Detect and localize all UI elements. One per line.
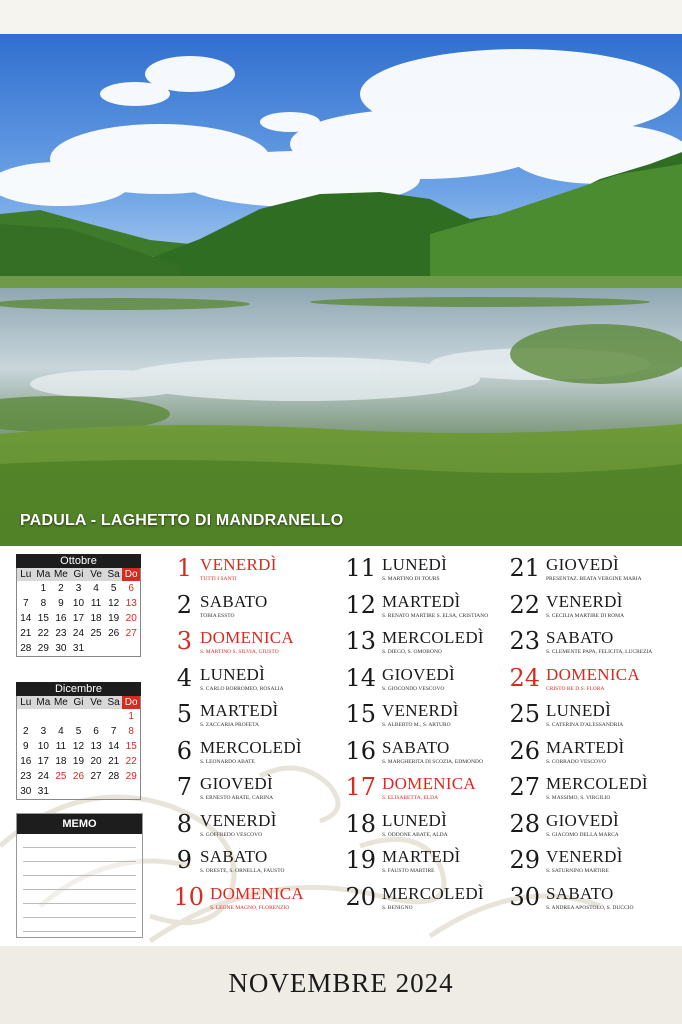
weekday-name: MARTEDÌ bbox=[546, 737, 625, 757]
weekday-header: Lu bbox=[17, 568, 35, 581]
mini-calendar-date: 27 bbox=[90, 771, 102, 782]
saint-name: S. GOFFREDO VESCOVO bbox=[200, 831, 263, 838]
saint-name: S. CORRADO VESCOVO bbox=[546, 758, 606, 765]
day-number: 12 bbox=[345, 590, 376, 619]
day-number: 13 bbox=[345, 627, 376, 655]
day-number: 24 bbox=[509, 663, 540, 692]
weekday-name: SABATO bbox=[200, 591, 268, 611]
memo-line bbox=[23, 848, 136, 862]
mini-calendar-date: 3 bbox=[40, 726, 47, 737]
mini-calendar-date: 18 bbox=[55, 756, 67, 767]
memo-box bbox=[16, 813, 143, 938]
weekday-name: LUNEDÌ bbox=[546, 701, 612, 720]
weekday-name: DOMENICA bbox=[200, 628, 295, 647]
mini-calendar-date bbox=[122, 641, 140, 656]
day-number: 18 bbox=[345, 809, 376, 838]
day-number: 17 bbox=[345, 773, 376, 801]
weekday-name: MARTEDÌ bbox=[200, 701, 279, 720]
mini-calendar-date: 16 bbox=[20, 756, 32, 767]
mini-calendar-date bbox=[87, 709, 105, 724]
mini-calendar-date: 8 bbox=[40, 598, 47, 609]
day-number: 26 bbox=[509, 736, 540, 765]
memo-label: MEMO bbox=[17, 814, 142, 834]
mini-calendar-date: 14 bbox=[108, 741, 120, 752]
mini-calendar-date: 21 bbox=[108, 756, 120, 767]
day-number: 6 bbox=[176, 736, 192, 765]
mini-calendar-date: 13 bbox=[125, 598, 137, 609]
mini-calendar-date: 10 bbox=[37, 741, 49, 752]
weekday-name: MARTEDÌ bbox=[382, 591, 461, 611]
saint-name: S. ANDREA APOSTOLO, S. DUCCIO bbox=[546, 904, 634, 911]
weekday-header: Ve bbox=[87, 568, 105, 581]
weekday-name: DOMENICA bbox=[210, 883, 305, 903]
mini-calendar-date: 12 bbox=[72, 741, 85, 752]
memo-line bbox=[23, 876, 136, 890]
saint-name: S. ELISABETTA, ELDA bbox=[382, 795, 439, 801]
mini-calendar-date bbox=[70, 709, 88, 724]
lake-landscape-image bbox=[0, 34, 682, 546]
saint-name: TUTTI I SANTI bbox=[200, 576, 237, 582]
day-number: 20 bbox=[345, 882, 376, 911]
day-number: 4 bbox=[176, 663, 192, 692]
photo-caption: PADULA - LAGHETTO DI MANDRANELLO bbox=[20, 512, 344, 529]
memo-line bbox=[23, 890, 136, 904]
mini-calendar-grid bbox=[16, 568, 141, 657]
saint-name: S. CLEMENTE PAPA, FELICITA, LUCREZIA bbox=[546, 649, 653, 655]
weekday-header: Do bbox=[122, 568, 140, 581]
weekday-name: MERCOLEDÌ bbox=[382, 883, 484, 903]
saint-name: S. CATERINA D'ALESSANDRIA bbox=[546, 722, 624, 728]
weekday-name: VENERDÌ bbox=[546, 847, 623, 866]
mini-calendar-date bbox=[35, 709, 53, 724]
mini-calendar-december bbox=[16, 682, 141, 800]
saint-name: S. RENATO MARTIRE S. ELSA, CRISTIANO bbox=[382, 612, 489, 619]
saint-name: S. MARTINO S. SILVIA, GIUSTO bbox=[200, 649, 279, 655]
weekday-name: LUNEDÌ bbox=[382, 555, 448, 574]
mini-calendar-date: 1 bbox=[40, 583, 47, 594]
weekday-name: VENERDÌ bbox=[382, 701, 459, 720]
day-number: 19 bbox=[345, 846, 376, 874]
mini-calendar-date: 11 bbox=[55, 741, 67, 752]
mini-calendar-date: 1 bbox=[128, 711, 134, 722]
mini-calendar-date: 7 bbox=[23, 598, 29, 609]
mini-calendar-date: 26 bbox=[108, 628, 120, 639]
mini-calendar-date: 29 bbox=[37, 643, 49, 654]
weekday-name: GIOVEDÌ bbox=[546, 810, 619, 830]
saint-name: S. LEONARDO ABATE bbox=[200, 758, 255, 765]
saint-name: CRISTO RE D.S. FLORA bbox=[546, 685, 605, 692]
mini-calendar-date: 27 bbox=[125, 628, 137, 639]
mini-calendar-date: 3 bbox=[75, 583, 82, 594]
day-number: 30 bbox=[509, 882, 540, 911]
mini-calendar-date: 26 bbox=[72, 771, 85, 782]
mini-calendar-date: 30 bbox=[20, 786, 32, 797]
mini-calendar-date bbox=[105, 641, 123, 656]
saint-name: S. ERNESTO ABATE, CARINA bbox=[200, 795, 274, 801]
mini-calendar-grid bbox=[16, 696, 141, 800]
weekday-header: Me bbox=[53, 697, 68, 708]
saint-name: S. ALBERTO M., S. ARTURO bbox=[382, 722, 451, 728]
mini-calendar-date: 6 bbox=[128, 583, 134, 594]
saint-name: S. ODDONE ABATE, ALDA bbox=[382, 831, 448, 838]
weekday-name: SABATO bbox=[382, 737, 450, 757]
mini-calendar-date: 17 bbox=[72, 613, 85, 624]
weekday-name: SABATO bbox=[200, 847, 268, 866]
weekday-name: VENERDÌ bbox=[200, 810, 277, 830]
day-number: 29 bbox=[509, 846, 540, 874]
mini-calendar-date bbox=[122, 784, 140, 799]
mini-calendar-date: 24 bbox=[37, 771, 49, 782]
memo-line bbox=[23, 862, 136, 876]
day-number: 15 bbox=[345, 700, 376, 728]
landscape-photo bbox=[0, 34, 682, 546]
calendar-area bbox=[0, 546, 682, 946]
saint-name: TOBIA ESSTO bbox=[200, 612, 235, 619]
saint-name: S. CARLO BORROMEO, ROSALIA bbox=[200, 685, 284, 692]
day-number: 9 bbox=[176, 846, 192, 874]
mini-calendar-date: 19 bbox=[72, 756, 85, 767]
mini-calendar-date: 20 bbox=[90, 756, 102, 767]
day-number: 21 bbox=[509, 554, 540, 582]
saint-name: S. ORESTE, S. ORNELLA, FAUSTO bbox=[200, 868, 285, 874]
mini-calendar-date: 16 bbox=[55, 613, 67, 624]
saint-name: S. GIACOMO DELLA MARCA bbox=[546, 831, 619, 838]
weekday-name: GIOVEDÌ bbox=[546, 555, 619, 574]
memo-line bbox=[23, 834, 136, 848]
day-number: 14 bbox=[345, 663, 376, 692]
day-number: 8 bbox=[176, 809, 192, 838]
mini-calendar-date: 21 bbox=[20, 628, 32, 639]
saint-name: S. MARGHERITA DI SCOZIA, EDMONDO bbox=[382, 758, 484, 765]
weekday-header: Sa bbox=[105, 696, 123, 709]
mini-calendar-date: 18 bbox=[90, 613, 102, 624]
weekday-name: SABATO bbox=[546, 628, 614, 647]
mini-calendar-date: 24 bbox=[72, 628, 85, 639]
day-number: 22 bbox=[509, 590, 540, 619]
mini-calendar-date: 11 bbox=[90, 598, 102, 609]
mini-calendar-date: 15 bbox=[37, 613, 49, 624]
saint-name: S. DIEGO, S. OMOBONO bbox=[382, 649, 442, 655]
weekday-header: Me bbox=[53, 569, 68, 580]
mini-calendar-date bbox=[87, 784, 105, 799]
mini-calendar-date: 25 bbox=[90, 628, 102, 639]
saint-name: S. CECILIA MARTIRE DI ROMA bbox=[546, 612, 625, 619]
mini-calendar-date: 19 bbox=[108, 613, 120, 624]
weekday-name: DOMENICA bbox=[546, 664, 641, 684]
mini-calendar-date: 25 bbox=[55, 771, 67, 782]
mini-calendar-date: 4 bbox=[93, 583, 99, 594]
day-number: 5 bbox=[176, 700, 192, 728]
weekday-header: Ve bbox=[87, 696, 105, 709]
day-number: 25 bbox=[509, 700, 540, 728]
mini-calendar-date: 9 bbox=[23, 741, 29, 752]
mini-calendar-date: 28 bbox=[108, 771, 120, 782]
mini-calendar-date: 22 bbox=[37, 628, 49, 639]
mini-calendar-date: 5 bbox=[75, 726, 82, 737]
mini-calendar-october bbox=[16, 554, 141, 657]
day-number: 16 bbox=[345, 736, 376, 765]
weekday-header: Sa bbox=[105, 568, 123, 581]
saint-name: S. MARTINO DI TOURS bbox=[382, 576, 440, 582]
saint-name: PRESENTAZ. BEATA VERGINE MARIA bbox=[546, 576, 642, 582]
weekday-name: MARTEDÌ bbox=[382, 847, 461, 866]
mini-calendar-date bbox=[87, 641, 105, 656]
saint-name: S. BENIGNO bbox=[382, 904, 413, 911]
mini-calendar-date bbox=[105, 784, 123, 799]
weekday-name: LUNEDÌ bbox=[200, 664, 266, 684]
day-number: 28 bbox=[509, 809, 540, 838]
day-number: 11 bbox=[345, 554, 376, 582]
mini-calendar-month-label: Ottobre bbox=[16, 554, 141, 568]
mini-calendar-date: 14 bbox=[20, 613, 32, 624]
saint-name: S. LEONE MAGNO, FLORENZIO bbox=[210, 904, 290, 911]
weekday-header: Ma bbox=[36, 697, 51, 708]
weekday-name: SABATO bbox=[546, 883, 614, 903]
mini-calendar-date: 29 bbox=[125, 771, 137, 782]
mini-calendar-date bbox=[17, 709, 35, 724]
weekday-name: LUNEDÌ bbox=[382, 810, 448, 830]
saint-name: S. ZACCARIA PROFETA bbox=[200, 722, 260, 728]
mini-calendar-date bbox=[70, 784, 88, 799]
weekday-header: Do bbox=[122, 696, 140, 709]
mini-calendar-date: 22 bbox=[125, 756, 137, 767]
weekday-name: MERCOLEDÌ bbox=[546, 774, 648, 793]
day-number: 7 bbox=[176, 773, 192, 801]
day-number: 3 bbox=[176, 627, 192, 655]
day-number: 23 bbox=[509, 627, 540, 655]
weekday-name: VENERDÌ bbox=[200, 555, 277, 574]
mini-calendar-date: 7 bbox=[110, 726, 117, 737]
weekday-header: Lu bbox=[17, 696, 35, 709]
month-title: NOVEMBRE 2024 bbox=[228, 968, 454, 998]
mini-calendar-date: 13 bbox=[90, 741, 102, 752]
mini-calendar-date: 15 bbox=[125, 741, 137, 752]
mini-calendar-month-label: Dicembre bbox=[16, 682, 141, 696]
top-margin bbox=[0, 0, 682, 34]
saint-name: S. MASSIMO, S. VIRGILIO bbox=[546, 795, 611, 801]
weekday-name: GIOVEDÌ bbox=[200, 774, 273, 793]
weekday-name: MERCOLEDÌ bbox=[382, 628, 484, 647]
saint-name: S. GIOCONDO VESCOVO bbox=[382, 685, 445, 692]
mini-calendar-date: 9 bbox=[58, 598, 64, 609]
saint-name: S. SATURNINO MARTIRE bbox=[546, 868, 609, 874]
memo-line bbox=[23, 918, 136, 932]
weekday-name: MERCOLEDÌ bbox=[200, 737, 302, 757]
weekday-name: VENERDÌ bbox=[546, 591, 623, 611]
day-number: 10 bbox=[173, 882, 204, 911]
mini-calendar-date bbox=[52, 709, 70, 724]
mini-calendar-date: 31 bbox=[37, 786, 49, 797]
mini-calendar-date bbox=[52, 784, 70, 799]
mini-calendar-date: 2 bbox=[58, 583, 64, 594]
mini-calendar-date: 31 bbox=[72, 643, 85, 654]
day-number: 2 bbox=[176, 590, 192, 619]
weekday-header: Gi bbox=[70, 696, 88, 709]
saint-name: S. FAUSTO MARTIRE bbox=[382, 868, 435, 874]
weekday-header: Gi bbox=[70, 568, 88, 581]
mini-calendar-date: 23 bbox=[55, 628, 67, 639]
day-number: 1 bbox=[176, 554, 192, 582]
mini-calendar-date: 5 bbox=[110, 583, 117, 594]
weekday-name: GIOVEDÌ bbox=[382, 664, 455, 684]
mini-calendar-date: 20 bbox=[125, 613, 137, 624]
day-number: 27 bbox=[509, 773, 540, 801]
mini-calendar-date: 2 bbox=[23, 726, 29, 737]
weekday-name: DOMENICA bbox=[382, 774, 477, 793]
mini-calendar-date: 10 bbox=[72, 598, 85, 609]
weekday-header: Ma bbox=[36, 569, 51, 580]
mini-calendar-date: 6 bbox=[93, 726, 99, 737]
memo-line bbox=[23, 904, 136, 918]
mini-calendar-date: 28 bbox=[20, 643, 32, 654]
mini-calendar-date: 12 bbox=[108, 598, 120, 609]
mini-calendar-date bbox=[17, 581, 35, 596]
mini-calendar-date: 17 bbox=[37, 756, 49, 767]
mini-calendar-date: 8 bbox=[128, 726, 134, 737]
mini-calendar-date: 30 bbox=[55, 643, 67, 654]
mini-calendar-date: 23 bbox=[20, 771, 32, 782]
mini-calendar-date bbox=[105, 709, 123, 724]
mini-calendar-date: 4 bbox=[58, 726, 64, 737]
